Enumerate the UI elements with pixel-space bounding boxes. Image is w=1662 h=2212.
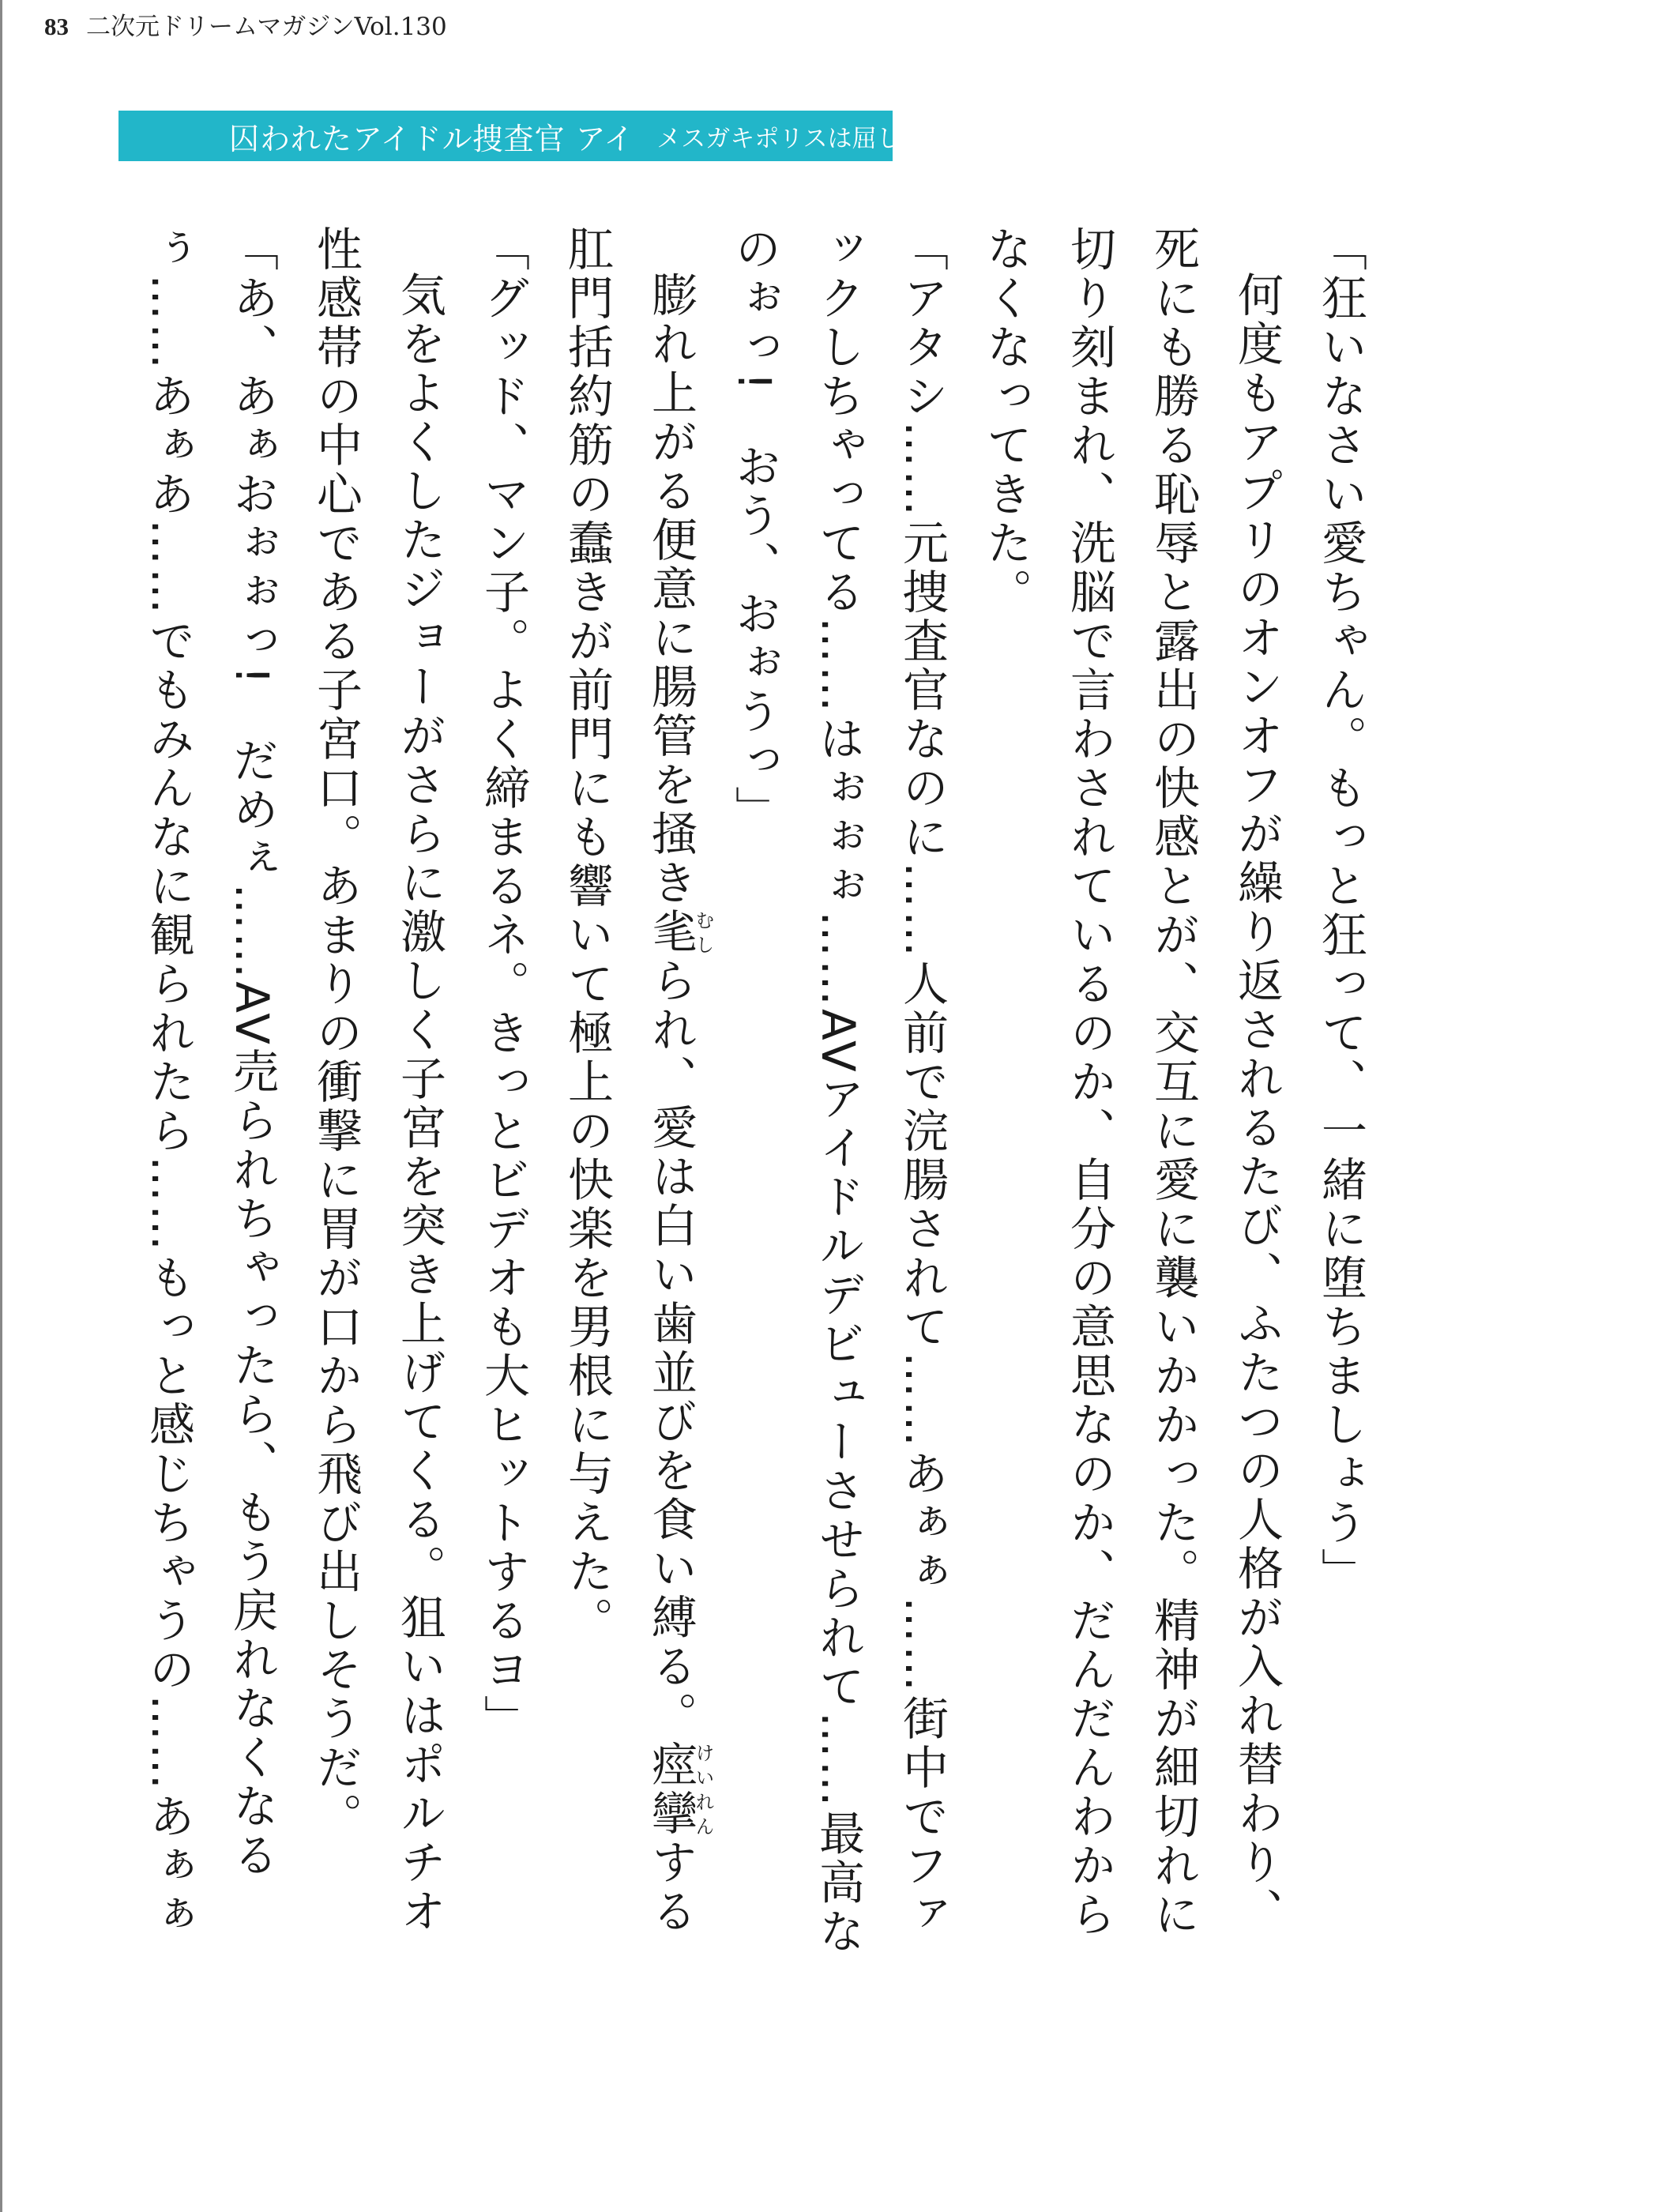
paragraph-4-part-c: する肛門括約筋の蠢きが前門にも響いて極上の快楽を男根に与えた。 bbox=[560, 225, 698, 1936]
story-title-banner bbox=[118, 111, 961, 161]
page-number: 83 bbox=[44, 13, 69, 40]
paragraph-1: 「狂いなさい愛ちゃん。もっと狂って、一緒に堕ちましょう」 bbox=[1314, 225, 1367, 1597]
ruby-keiren-reading: けいれん bbox=[692, 1740, 714, 1838]
paragraph-6: 気をよくしたジョーがさらに激しく子宮を突き上げてくる。狙いはポルチオ性感帯の中心である子宮口。あまりの衝撃に胃が口から飛び出しそうだ。 bbox=[309, 225, 446, 1936]
paragraph-7: 「あ、あぁおぉぉっ! だめぇ……AV売られちゃったら、もう戻れなくなるぅ……あぁあ……でもみんなに観られたら……もっと感じちゃうの……あぁぁ bbox=[141, 225, 279, 1939]
paragraph-4-part-a: 膨れ上がる便意に腸管を掻き bbox=[644, 271, 698, 908]
magazine-title: 二次元ドリームマガジンVol.130 bbox=[86, 13, 447, 41]
paragraph-4-part-b: られ、愛は白い歯並びを食い縛る。 bbox=[644, 957, 698, 1740]
ruby-mushi bbox=[644, 908, 714, 957]
paragraph-4 bbox=[545, 225, 713, 1963]
paragraph-3: 「アタシ……元捜査官なのに……人前で浣腸されて……あぁぁ……街中でファックしちゃってる……はぉぉぉ……AVアイドルデビューさせられて……最高なのぉっ! おう、おぉうっ」 bbox=[728, 225, 949, 1957]
ruby-mushi-base: 毟 bbox=[644, 908, 698, 957]
story-title: 囚われたアイドル捜査官 アイ bbox=[229, 121, 635, 156]
vertical-body-text bbox=[141, 225, 1382, 1963]
page-header bbox=[44, 6, 447, 41]
page-left-border bbox=[0, 0, 2, 2212]
ruby-keiren bbox=[644, 1740, 714, 1838]
paragraph-2: 何度もアプリのオンオフが繰り返されるたび、ふたつの人格が入れ替わり、死にも勝る恥辱と露出の快感とが、交互に愛に襲いかかった。精神が細切れに切り刻まれ、洗脳で言わされているのか、自分の意思なのか、だんだんわからなくなってきた。 bbox=[979, 225, 1284, 1939]
paragraph-5: 「グッド、マン子。よく締まるネ。きっとビデオも大ヒットするヨ」 bbox=[476, 225, 530, 1744]
ruby-keiren-base: 痙攣 bbox=[644, 1740, 698, 1838]
ruby-mushi-reading: むし bbox=[692, 908, 714, 957]
story-subtitle: メスガキポリスは屈しない! bbox=[656, 124, 961, 153]
